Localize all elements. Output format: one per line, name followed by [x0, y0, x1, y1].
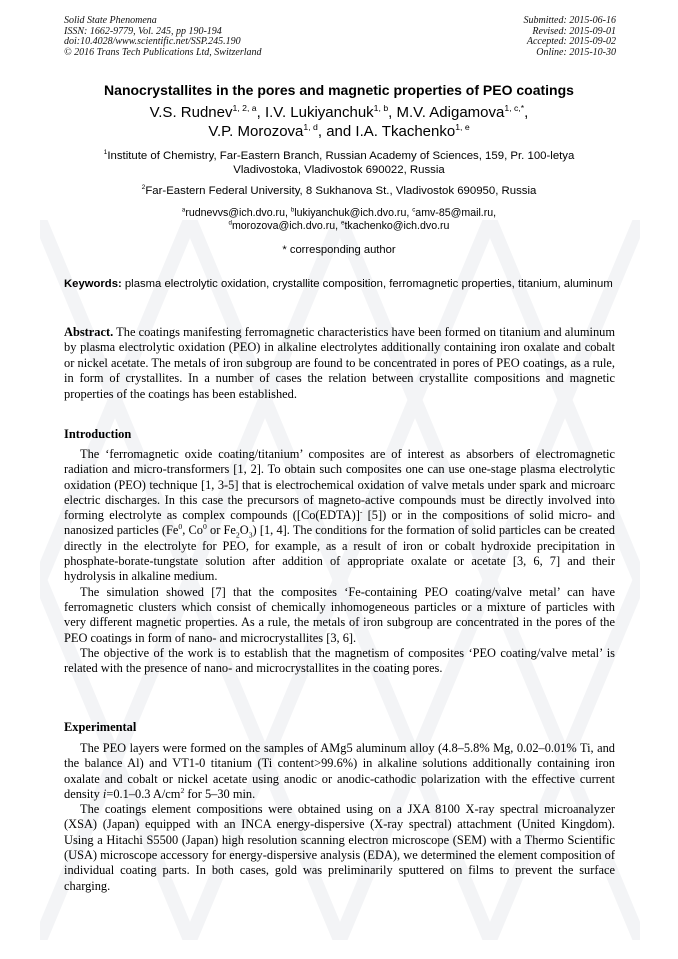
email-mark: d [228, 219, 232, 227]
email-mark: c [412, 206, 416, 214]
keywords-text: plasma electrolytic oxidation, crystallite composition, ferromagnetic properties, titanium, aluminum [121, 278, 613, 290]
author-name: , and I.A. Tkachenko [317, 123, 456, 140]
email-link[interactable]: lukiyanchuk@ich.dvo.ru, [294, 207, 413, 219]
email-mark: b [290, 206, 295, 214]
email-link[interactable]: tkachenko@ich.dvo.ru [344, 220, 450, 233]
email-mark: e [341, 219, 345, 227]
paragraph: The objective of the work is to establish that the magnetism of composites ‘PEO coating/valve metal’ is related with the presence of nano- and microcrystallites in the coating pores. [64, 645, 615, 676]
author-name: V.S. Rudnev [149, 104, 233, 121]
journal-name: Solid State Phenomena [64, 15, 157, 26]
affiliation-text: Institute of Chemistry, Far-Eastern Branch, Russian Academy of Sciences, 159, Pr. 100-letya [107, 150, 575, 162]
author-affiliation-mark: 1, e [455, 122, 470, 132]
abstract-label: Abstract. [64, 325, 114, 339]
affiliation-mark: 2 [141, 184, 146, 192]
section-heading-introduction: Introduction [64, 427, 132, 441]
section-heading-experimental: Experimental [64, 720, 137, 734]
date-submitted: Submitted: 2015-06-16 [523, 15, 616, 26]
affiliation-1 [64, 150, 614, 177]
paragraph: The simulation showed [7] that the composites ‘Fe-containing PEO coating/valve metal’ can have ferromagnetic clusters which consist of chemically inhomogeneous particles or a mixture of particles with very different magnetic properties. As a rule, the metals of iron subgroup are concentrated in the pores of the PEO coatings in form of nano- and microcrystallites [3, 6]. [64, 584, 615, 645]
email-link[interactable]: rudnevvs@ich.dvo.ru, [185, 207, 291, 219]
author-separator: , [524, 104, 529, 121]
paper-title: Nanocrystallites in the pores and magnetic properties of PEO coatings [104, 82, 574, 98]
date-revised: Revised: 2015-09-01 [532, 25, 616, 37]
affiliation-mark: 1 [103, 149, 108, 157]
author-affiliation-mark: 1, b [373, 103, 389, 113]
author-emails [64, 207, 614, 234]
keywords [64, 278, 615, 292]
affiliation-text: Far-Eastern Federal University, 8 Sukhanova St., Vladivostok 690950, Russia [145, 185, 537, 197]
author-name: V.P. Morozova [208, 123, 304, 140]
author-name: , I.V. Lukiyanchuk [256, 104, 374, 121]
affiliation-text: Vladivostoka, Vladivostok 690022, Russia [233, 163, 445, 176]
corresponding-author-note: * corresponding author [282, 244, 396, 256]
abstract-text: The coatings manifesting ferromagnetic characteristics have been formed on titanium and aluminum by plasma electrolytic oxidation (PEO) in alkaline electrolytes additionally containing iron oxalate and cobalt or nickel acetate. The metals of iron subgroup are found to be concentrated in pores of PEO coatings, as a rule, in form of crystallites. In a number of cases the relation between crystallite compositions and magnetic properties of the coatings has been established. [64, 325, 615, 401]
paragraph: The ‘ferromagnetic oxide coating/titanium’ composites are of interest as absorbers of electromagnetic radiation and micro-transformers [1, 2]. To obtain such composites one can use one-stage plasma electrolytic oxidation (PEO) technique [1, 3-5] that is electrochemical oxidation of valve metals under spark and microarc electric discharges. In this case the precursors of magneto-active compounds must be directly involved into forming electrolyte as complex compounds ([Co(EDTA)]- [5]) or in the compositions of solid micro- and nanosized particles (Fe$^0$, Co$^0$ or $Fe_2O_3$) [1, 4]. The conditions for the formation of solid particles can be created directly in the electrolyte for PEO, for example, as a result of iron or cobalt hydroxide precipitation in phosphate-borate-tungstate solution after addition of appropriate oxalate or acetate [3, 6, 7] and their hydrolysis in alkaline medium. [64, 447, 615, 584]
author-name: , M.V. Adigamova [388, 104, 505, 121]
paragraph: The coatings element compositions were obtained using on a JXA 8100 X-ray spectral microanalyzer (XSA) (Japan) equipped with an INCA energy-dispersive (X-ray spectral) attachment (United Kingdom). Using a Hitachi S5500 (Japan) high resolution scanning electron microscope (SEM) with a Thermo Scientific (USA) microscope accessory for energy-dispersive analysis (EDA), we determined the element composition of individual coating parts. In both cases, gold was preliminarily sputtered on films to prevent the surface charging. [64, 802, 615, 893]
author-affiliation-mark: 1, 2, a [232, 103, 257, 113]
email-link[interactable]: morozova@ich.dvo.ru, [231, 220, 342, 233]
author-list [40, 103, 638, 141]
abstract [64, 325, 615, 402]
journal-copyright: © 2016 Trans Tech Publications Ltd, Switzerland [64, 46, 262, 58]
email-link[interactable]: amv-85@mail.ru, [415, 207, 497, 219]
paragraph: The PEO layers were formed on the samples of AMg5 aluminum alloy (4.8–5.8% Mg, 0.02–0.01% Ti, and the balance Al) and VT1-0 titanium (Ti content>99.6%) in alkaline solutions additionally containing iron oxalate and cobalt or nickel acetate using anodic or anodic-cathodic polarization with the effective current density i=0.1–0.3 $A/cm^2$ for 5–30 min. [64, 741, 615, 801]
author-affiliation-mark: 1, c,* [504, 103, 525, 113]
keywords-label: Keywords: [64, 278, 122, 290]
date-accepted: Accepted: 2015-09-02 [526, 36, 616, 48]
introduction-body [64, 447, 615, 676]
journal-doi: doi:10.4028/www.scientific.net/SSP.245.190 [64, 36, 241, 48]
publication-dates [524, 16, 617, 58]
author-affiliation-mark: 1, d [303, 122, 318, 132]
email-mark: a [181, 206, 186, 214]
journal-info [64, 16, 262, 58]
affiliation-2 [64, 185, 614, 199]
experimental-body [64, 741, 615, 894]
date-online: Online: 2015-10-30 [536, 46, 616, 58]
journal-issn: ISSN: 1662-9779, Vol. 245, pp 190-194 [64, 25, 222, 37]
